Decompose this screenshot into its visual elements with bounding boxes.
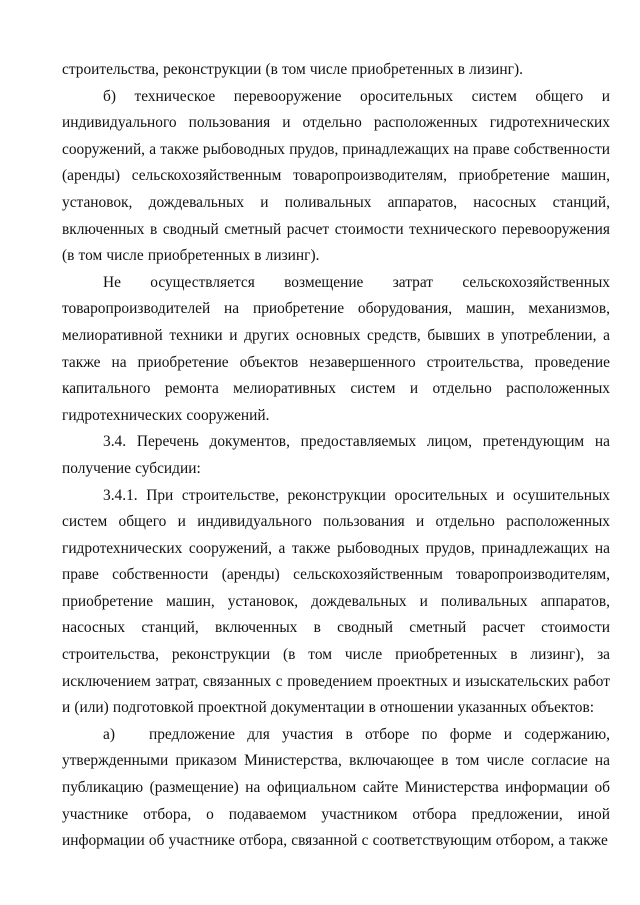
paragraph-section-3-4-1: 3.4.1. При строительстве, реконструкции оросительных и осушительных систем общего и индивидуального пользования и отдельно расположенных гидротехнических сооружений, а также рыбоводных прудов, принадлежащих на праве собственности (аренды) сельскохозяйственным товаропроизводителям, приобретение машин, установок, дождевальных и поливальных аппаратов, насосных станций, включенных в сводный сметный расчет стоимости строительства, реконструкции (в том числе приобретенных в лизинг), за исключением затрат, связанных с проведением проектных и изыскательских работ и (или) подготовкой проектной документации в отношении указанных объектов: xyxy=(62,486,610,717)
paragraph-item-b: б) техническое перевооружение оросительных систем общего и индивидуального пользования и отдельно расположенных гидротехнических сооружений, а также рыбоводных прудов, принадлежащих на праве собственности (аренды) сельскохозяйственным товаропроизводителям, приобретение машин, установок, дождевальных и поливальных аппаратов, насосных станций, включенных в сводный сметный расчет стоимости технического перевооружения (в том числе приобретенных в лизинг). xyxy=(62,87,610,265)
paragraph-not-reimbursed: Не осуществляется возмещение затрат сельскохозяйственных товаропроизводителей на приобретение оборудования, машин, механизмов, мелиоративной техники и других основных средств, бывших в употреблении, а также на приобретение объектов незавершенного строительства, проведение капитального ремонта мелиоративных систем и отдельно расположенных гидротехнических сооружений. xyxy=(62,273,610,424)
paragraph-item-a xyxy=(62,722,610,855)
document-body xyxy=(62,57,610,855)
paragraph-continuation: строительства, реконструкции (в том числе приобретенных в лизинг). xyxy=(62,61,523,78)
item-a-marker: а) xyxy=(103,725,115,743)
item-a-text: предложение для участия в отборе по форме и содержанию, утвержденными приказом Министерства, включающее в том числе согласие на публикацию (размещение) на официальном сайте Министерства информации об участнике отбора, о подаваемом участником отбора предложении, иной информации об участнике отбора, связанной с соответствующим отбором, а также xyxy=(62,725,610,850)
paragraph-section-3-4: 3.4. Перечень документов, предоставляемых лицом, претендующим на получение субсидии: xyxy=(62,433,610,477)
